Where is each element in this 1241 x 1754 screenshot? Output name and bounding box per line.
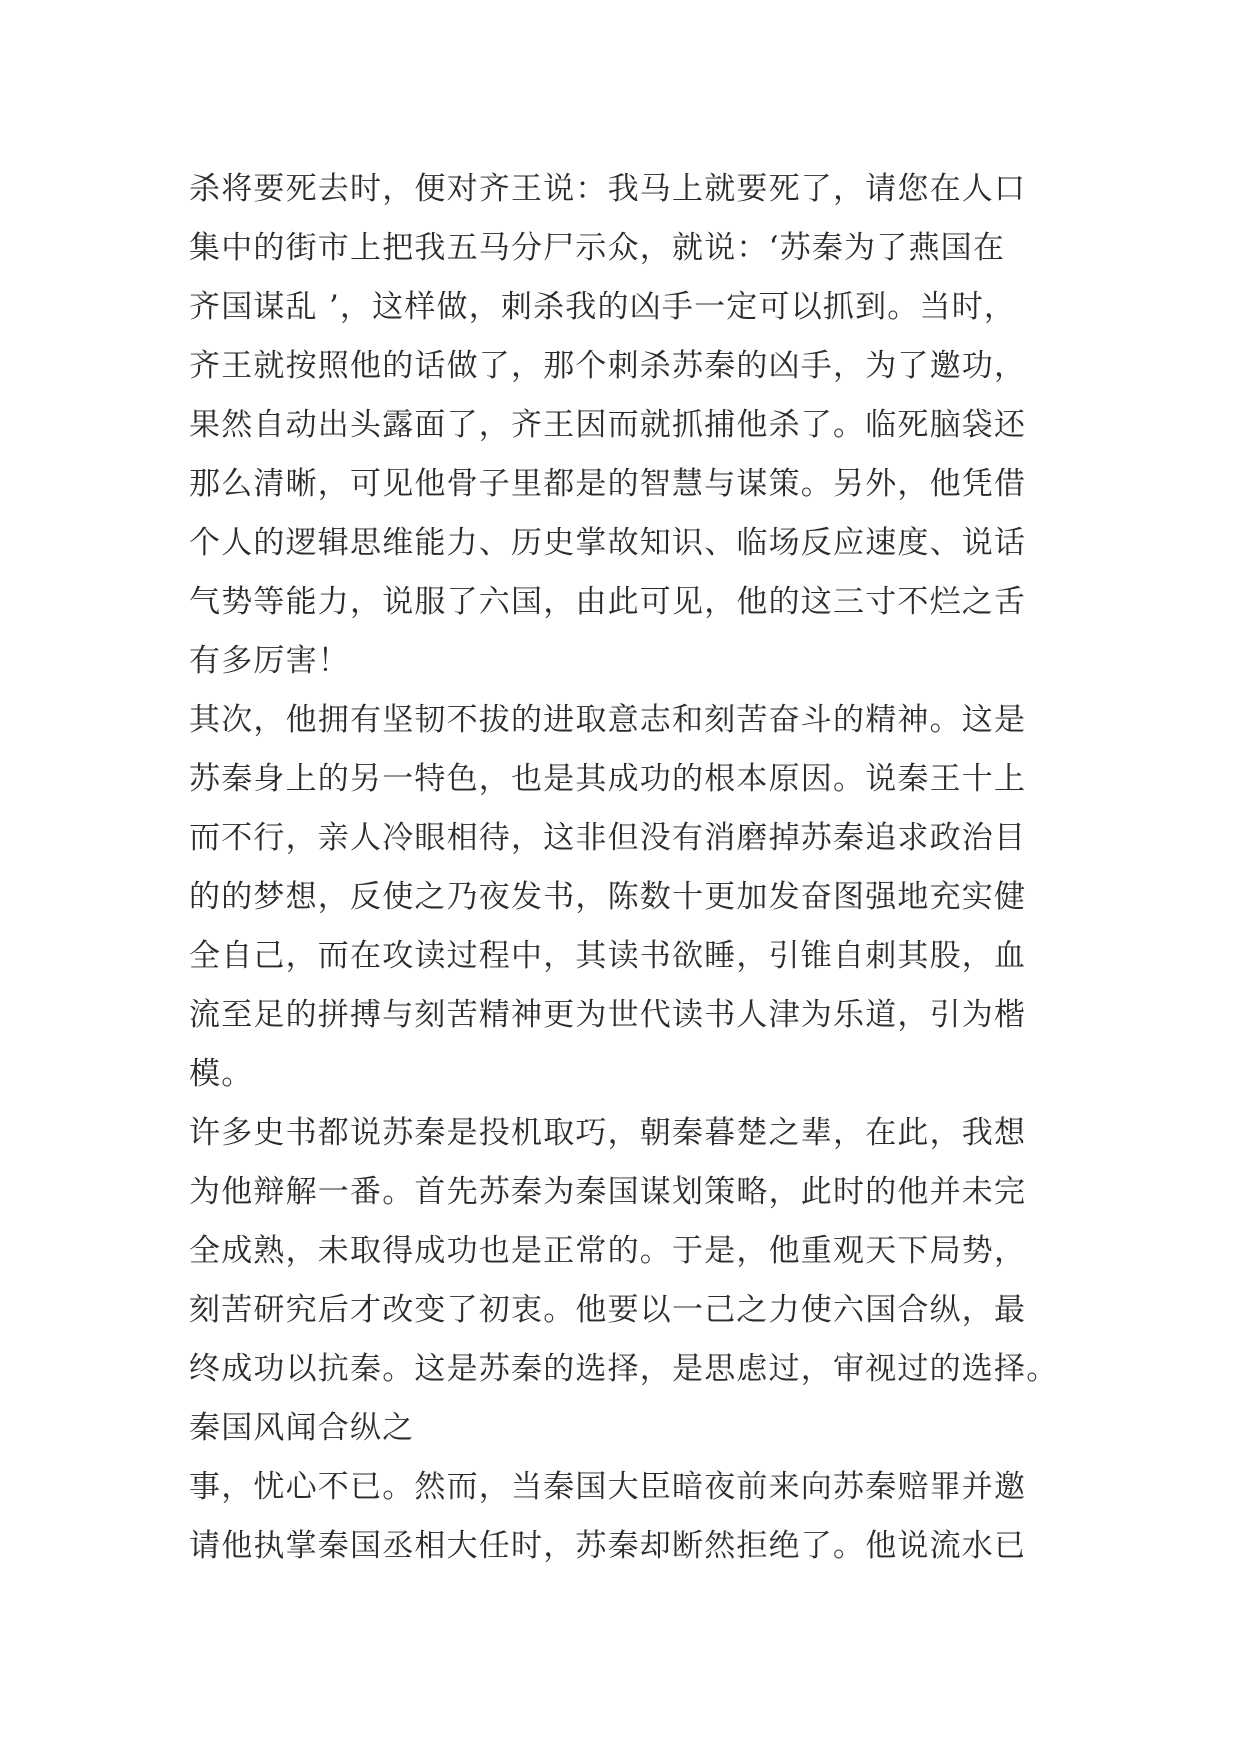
text-line: 有多厉害！ [189, 643, 350, 679]
paragraph-1 [189, 160, 1069, 691]
text-line: 其次，他拥有坚韧不拔的进取意志和刻苦奋斗的精神。这是 [189, 702, 1027, 738]
text-line: 的的梦想，反使之乃夜发书，陈数十更加发奋图强地充实健 [189, 879, 1027, 915]
text-line: 杀将要死去时，便对齐王说：我马上就要死了，请您在人口 [189, 171, 1027, 207]
paragraph-4 [189, 1458, 1069, 1576]
text-line: 为他辩解一番。首先苏秦为秦国谋划策略，此时的他并未完 [189, 1174, 1027, 1210]
text-line: 全自己，而在攻读过程中，其读书欲睡，引锥自刺其股，血 [189, 938, 1027, 974]
text-line: 终成功以抗秦。这是苏秦的选择，是思虑过，审视过的选择。 [189, 1351, 1059, 1387]
text-line: 秦国风闻合纵之 [189, 1410, 415, 1446]
text-line: 个人的逻辑思维能力、历史掌故知识、临场反应速度、说话 [189, 525, 1027, 561]
text-line: 果然自动出头露面了，齐王因而就抓捕他杀了。临死脑袋还 [189, 407, 1027, 443]
text-line: 气势等能力，说服了六国，由此可见，他的这三寸不烂之舌 [189, 584, 1027, 620]
document-body [189, 160, 1069, 1576]
text-line: 齐国谋乱 ’，这样做，刺杀我的凶手一定可以抓到。当时， [189, 289, 1017, 325]
paragraph-2 [189, 691, 1069, 1104]
text-line: 刻苦研究后才改变了初衷。他要以一己之力使六国合纵，最 [189, 1292, 1027, 1328]
text-line: 许多史书都说苏秦是投机取巧，朝秦暮楚之辈，在此，我想 [189, 1115, 1027, 1151]
text-line: 那么清晰，可见他骨子里都是的智慧与谋策。另外，他凭借 [189, 466, 1027, 502]
text-line: 齐王就按照他的话做了，那个刺杀苏秦的凶手，为了邀功， [189, 348, 1027, 384]
text-line: 请他执掌秦国丞相大任时，苏秦却断然拒绝了。他说流水已 [189, 1528, 1027, 1564]
text-line: 事，忧心不已。然而，当秦国大臣暗夜前来向苏秦赔罪并邀 [189, 1469, 1027, 1505]
text-line: 苏秦身上的另一特色，也是其成功的根本原因。说秦王十上 [189, 761, 1027, 797]
text-line: 全成熟，未取得成功也是正常的。于是，他重观天下局势， [189, 1233, 1027, 1269]
text-line: 模。 [189, 1056, 254, 1092]
text-line: 流至足的拼搏与刻苦精神更为世代读书人津为乐道，引为楷 [189, 997, 1027, 1033]
text-line: 而不行，亲人冷眼相待，这非但没有消磨掉苏秦追求政治目 [189, 820, 1027, 856]
paragraph-3 [189, 1104, 1069, 1458]
text-line: 集中的街市上把我五马分尸示众，就说：‘苏秦为了燕国在 [189, 230, 1006, 266]
